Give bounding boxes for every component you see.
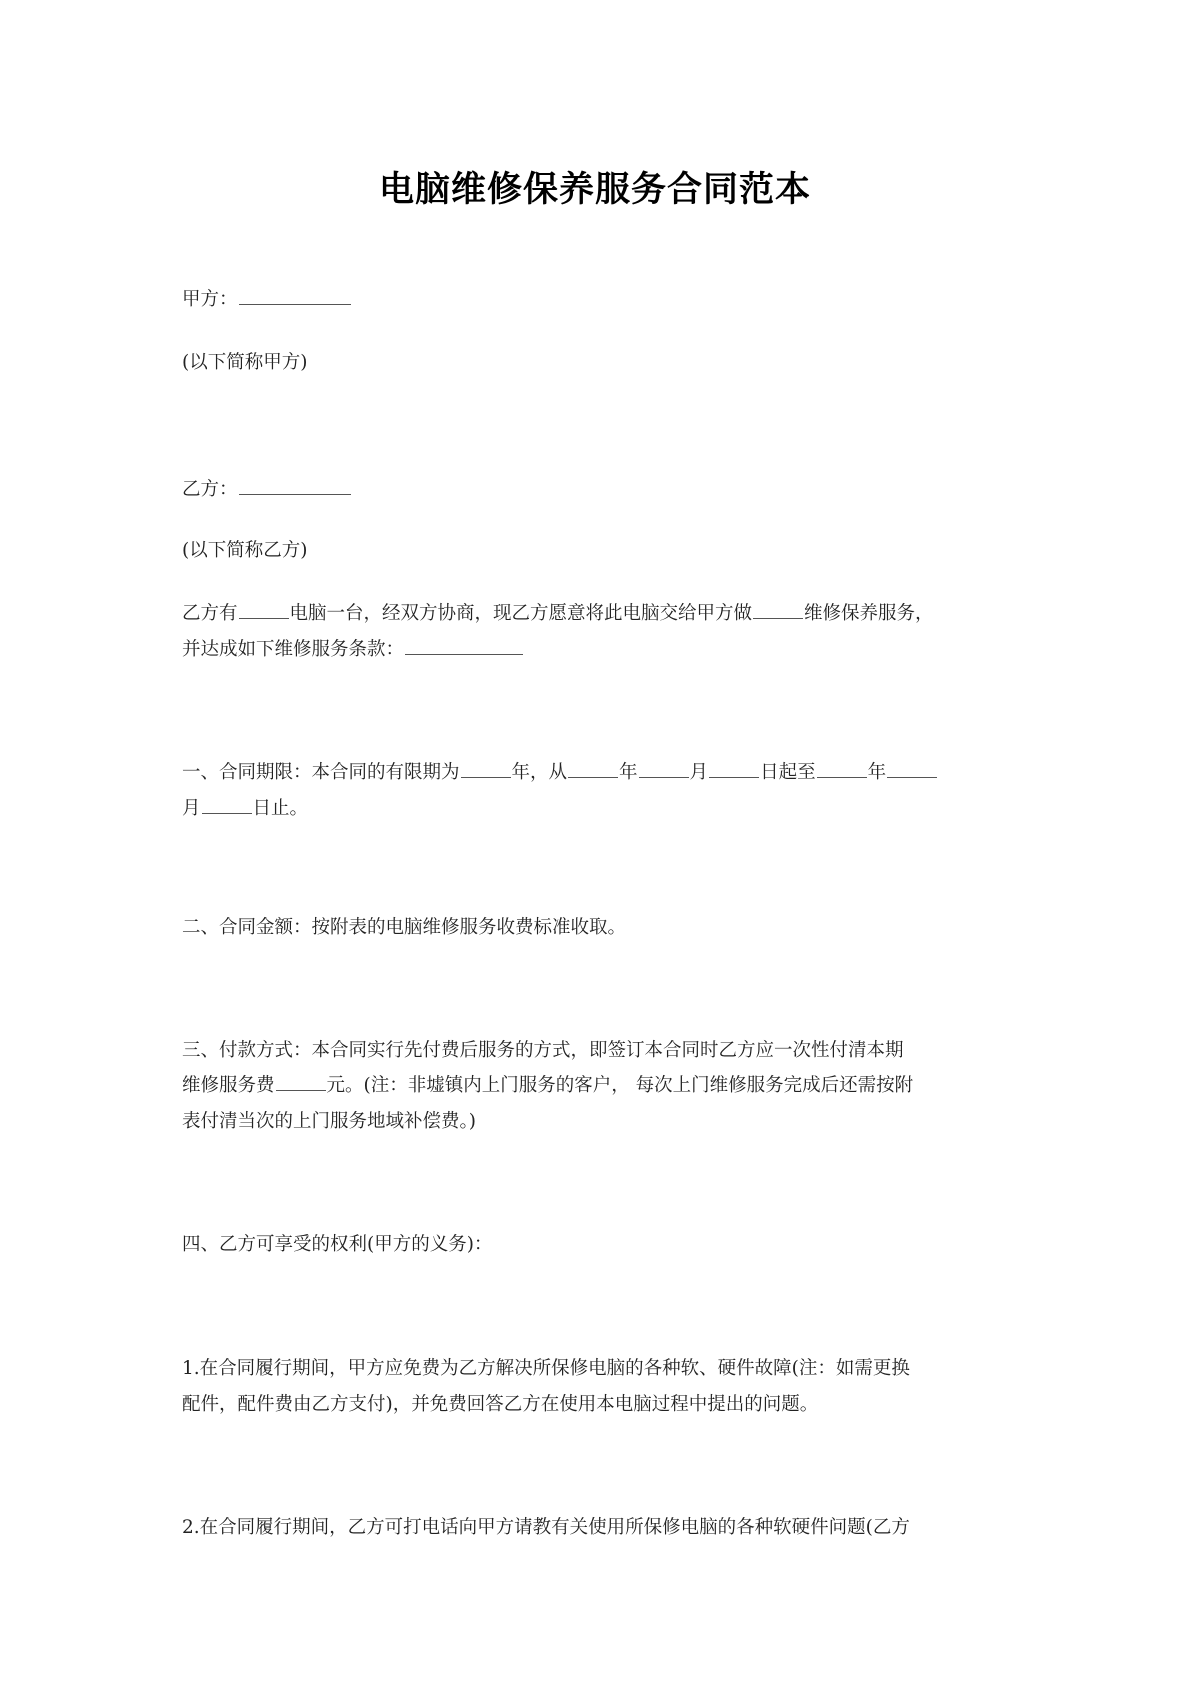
start-month-blank[interactable] <box>639 761 689 778</box>
document-title: 电脑维修保养服务合同范本 <box>378 170 811 210</box>
clause-4-item-1-line-2: 配件，配件费由乙方支付)，并免费回答乙方在使用本电脑过程中提出的问题。 <box>182 1394 819 1415</box>
start-day-blank[interactable] <box>709 761 759 778</box>
intro-line-2 <box>182 637 1022 663</box>
clause-1-line-1 <box>182 760 1022 786</box>
term-years-blank[interactable] <box>461 761 511 778</box>
clause-3-line-2 <box>182 1073 1022 1099</box>
intro-text: 并达成如下维修服务条款： <box>182 639 405 660</box>
end-month-blank[interactable] <box>887 761 937 778</box>
party-b-blank[interactable] <box>239 478 351 495</box>
clause-1-text: 一、合同期限：本合同的有限期为 <box>182 762 460 783</box>
intro-text: 维修保养服务， <box>804 603 934 624</box>
clause-1-text: 年 <box>619 762 638 783</box>
clause-4-heading: 四、乙方可享受的权利(甲方的义务)： <box>182 1234 493 1255</box>
clause-1-text: 月 <box>182 798 201 819</box>
terms-blank[interactable] <box>405 638 523 655</box>
clause-1-line-2 <box>182 796 1022 822</box>
intro-text: 乙方有 <box>182 603 238 624</box>
intro-text: 电脑一台，经双方协商，现乙方愿意将此电脑交给甲方做 <box>289 603 753 624</box>
service-fee-blank[interactable] <box>276 1074 326 1091</box>
start-year-blank[interactable] <box>568 761 618 778</box>
clause-3-text: 元。(注：非墟镇内上门服务的客户， 每次上门维修服务完成后还需按附 <box>326 1075 914 1096</box>
party-a-note: (以下简称甲方) <box>182 352 308 373</box>
party-b-line <box>182 477 1022 503</box>
computer-brand-blank[interactable] <box>239 602 289 619</box>
party-a-blank[interactable] <box>239 288 351 305</box>
clause-4-item-2-line-1: 2.在合同履行期间，乙方可打电话向甲方请教有关使用所保修电脑的各种软硬件问题(乙方 <box>182 1517 910 1538</box>
clause-4-item-1-line-1: 1.在合同履行期间，甲方应免费为乙方解决所保修电脑的各种软、硬件故障(注：如需更换 <box>182 1358 910 1379</box>
end-day-blank[interactable] <box>202 797 252 814</box>
end-year-blank[interactable] <box>817 761 867 778</box>
clause-3-line-3: 表付清当次的上门服务地域补偿费。) <box>182 1111 476 1132</box>
clause-1-text: 年 <box>867 762 887 783</box>
party-a-line <box>182 287 1022 313</box>
party-b-label: 乙方： <box>182 479 238 500</box>
clause-1-text: 日止。 <box>252 798 309 819</box>
clause-1-text: 日起至 <box>760 762 816 783</box>
clause-2: 二、合同金额：按附表的电脑维修服务收费标准收取。 <box>182 917 627 938</box>
clause-1-text: 年，从 <box>511 762 568 783</box>
service-type-blank[interactable] <box>753 602 803 619</box>
intro-line-1 <box>182 601 1022 627</box>
party-b-note: (以下简称乙方) <box>182 540 308 561</box>
party-a-label: 甲方： <box>182 289 238 310</box>
clause-3-text: 维修服务费 <box>182 1075 275 1096</box>
clause-3-line-1: 三、付款方式：本合同实行先付费后服务的方式，即签订本合同时乙方应一次性付清本期 <box>182 1040 904 1061</box>
clause-1-text: 月 <box>689 762 709 783</box>
